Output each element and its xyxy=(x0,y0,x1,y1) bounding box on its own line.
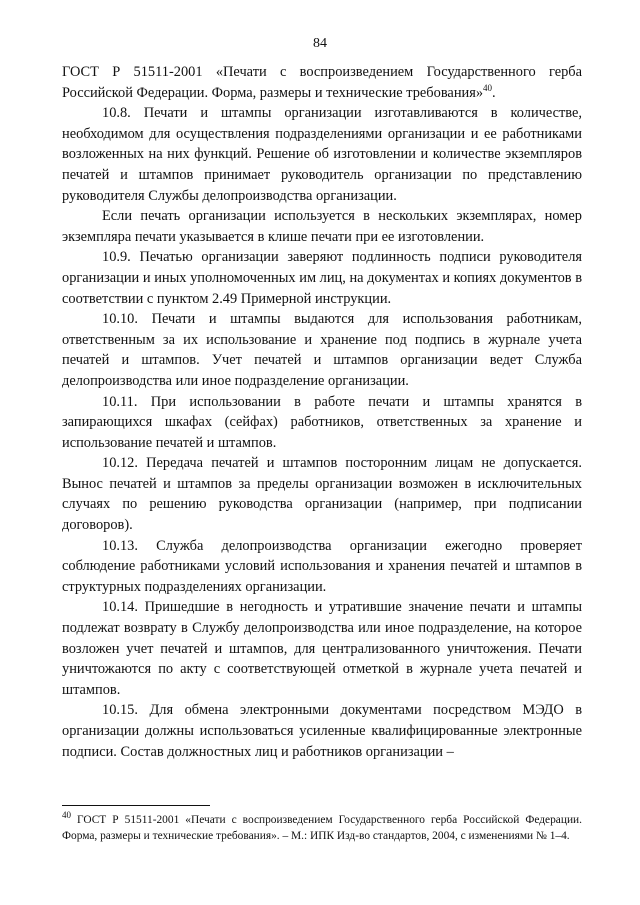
paragraph-10-15: 10.15. Для обмена электронными документами посредством МЭДО в организации должны использоваться усиленные квалифицированные электронные подписи. Состав должностных лиц и работников организации – xyxy=(62,702,582,760)
paragraph-seal-copies: Если печать организации используется в нескольких экземплярах, номер экземпляра печати указывается в клише печати при ее изготовлении. xyxy=(62,208,582,245)
paragraph-text: ГОСТ Р 51511-2001 «Печати с воспроизведением Государственного герба Российской Федерации. Форма, размеры и технические требования» xyxy=(62,64,582,101)
body-text xyxy=(62,62,582,762)
paragraph-10-12: 10.12. Передача печатей и штампов посторонним лицам не допускается. Вынос печатей и штампов за пределы организации возможен в исключительных случаях по решению руководства организации (например, при подписании договоров). xyxy=(62,455,582,534)
footnote-text: ГОСТ Р 51511-2001 «Печати с воспроизведением Государственного герба Российской Федерации. Форма, размеры и технические требования». – М.: ИПК Изд-во стандартов, 2004, с изменениями № 1–4. xyxy=(62,814,582,842)
footnote-number: 40 xyxy=(62,810,71,821)
footnote-reference: 40 xyxy=(483,82,493,93)
footnote xyxy=(62,812,582,844)
paragraph-tail: . xyxy=(492,84,496,101)
paragraph-gost-reference xyxy=(62,62,582,103)
paragraph-10-13: 10.13. Служба делопроизводства организации ежегодно проверяет соблюдение работниками условий использования и хранения печатей и штампов в структурных подразделениях организации. xyxy=(62,537,582,595)
paragraph-10-14: 10.14. Пришедшие в негодность и утратившие значение печати и штампы подлежат возврату в Службу делопроизводства или иное подразделение, на которое возложен учет печатей и штампов, для централизованного уничтожения. Печати уничтожаются по акту с соответствующей отметкой в журнале учета печатей и штампов. xyxy=(62,599,582,698)
paragraph-10-9: 10.9. Печатью организации заверяют подлинность подписи руководителя организации и иных уполномоченных им лиц, на документах и копиях документов в соответствии с пунктом 2.49 Примерной инструкции. xyxy=(62,249,582,307)
page-number: 84 xyxy=(313,36,327,51)
paragraph-10-8: 10.8. Печати и штампы организации изготавливаются в количестве, необходимом для осуществления подразделениями организации и ее работниками возложенных на них функций. Решение об изготовлении и количестве экземпляров печатей и штампов принимает руководитель организации по представлению руководителя Службы делопроизводства организации. xyxy=(62,105,582,204)
footnote-separator xyxy=(62,805,210,806)
paragraph-10-11: 10.11. При использовании в работе печати и штампы хранятся в запирающихся шкафах (сейфах) работников, ответственных за хранение и использование печатей и штампов. xyxy=(62,393,582,451)
paragraph-10-10: 10.10. Печати и штампы выдаются для использования работникам, ответственным за их использование и хранение под подпись в журнале учета печатей и штампов. Учет печатей и штампов организации ведет Служба делопроизводства или иное подразделение организации. xyxy=(62,311,582,389)
